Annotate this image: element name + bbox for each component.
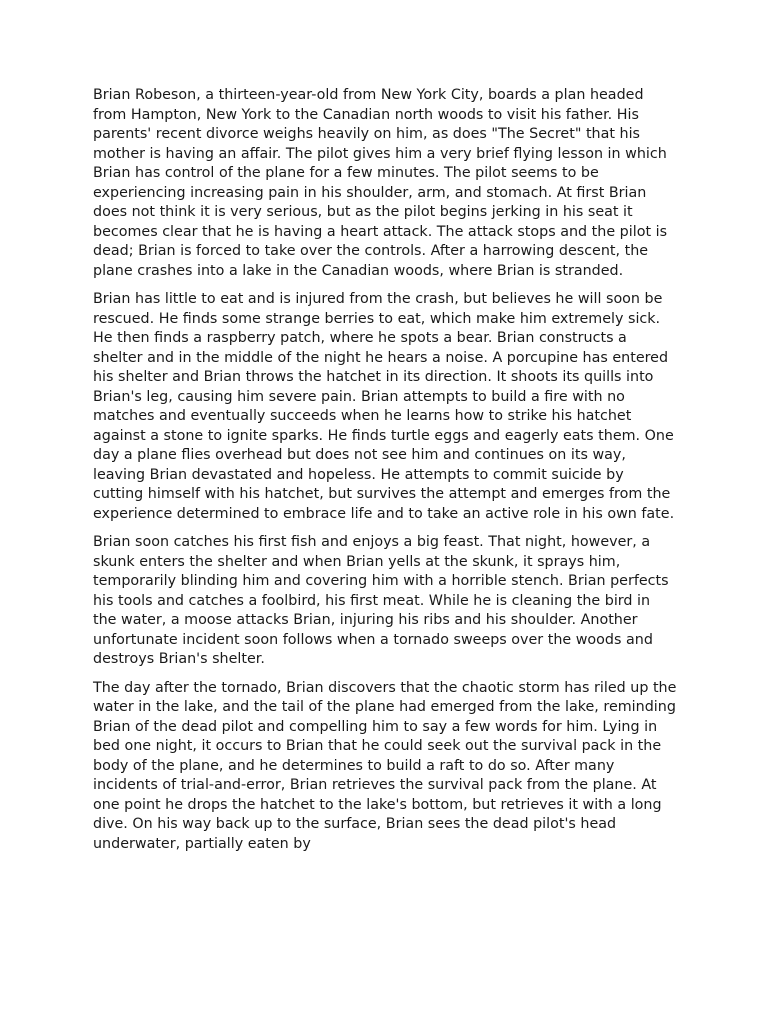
paragraph-4: The day after the tornado, Brian discovers that the chaotic storm has riled up the water in the lake, and the tail of the plane had emerged from the lake, reminding Brian of the dead pilot and compelling him to say a few words for him. Lying in bed one night, it occurs to Brian that he could seek out the survival pack in the body of the plane, and he determines to build a raft to do so. After many incidents of trial-and-error, Brian retrieves the survival pack from the plane. At one point he drops the hatchet to the lake's bottom, but retrieves it with a long dive. On his way back up to the surface, Brian sees the dead pilot's head underwater, partially eaten by [93,679,677,852]
paragraph-3: Brian soon catches his first fish and enjoys a big feast. That night, however, a skunk enters the shelter and when Brian yells at the skunk, it sprays him, temporarily blinding him and covering him with a horrible stench. Brian perfects his tools and catches a foolbird, his first meat. While he is cleaning the bird in the water, a moose attacks Brian, injuring his ribs and his shoulder. Another unfortunate incident soon follows when a tornado sweeps over the woods and destroys Brian's shelter. [93,534,669,667]
paragraph-2: Brian has little to eat and is injured from the crash, but believes he will soon be rescued. He finds some strange berries to eat, which make him extremely sick. He then finds a raspberry patch, where he spots a bear. Brian constructs a shelter and in the middle of the night he hears a noise. A porcupine has entered his shelter and Brian throws the hatchet in its direction. It shoots its quills into Brian's leg, causing him severe pain. Brian attempts to build a fire with no matches and eventually succeeds when he learns how to strike his hatchet against a stone to ignite sparks. He finds turtle eggs and eagerly eats them. One day a plane flies overhead but does not see him and continues on its way, leaving Brian devastated and hopeless. He attempts to commit suicide by cutting himself with his hatchet, but survives the attempt and emerges from the experience determined to embrace life and to take an active role in his own fate. [93,291,675,522]
paragraph-1: Brian Robeson, a thirteen-year-old from New York City, boards a plan headed from Hampton, New York to the Canadian north woods to visit his father. His parents' recent divorce weighs heavily on him, as does "The Secret" that his mother is having an affair. The pilot gives him a very brief flying lesson in which Brian has control of the plane for a few minutes. The pilot seems to be experiencing increasing pain in his shoulder, arm, and stomach. At first Brian does not think it is very serious, but as the pilot begins jerking in his seat it becomes clear that he is having a heart attack. The attack stops and the pilot is dead; Brian is forced to take over the controls. After a harrowing descent, the plane crashes into a lake in the Canadian woods, where Brian is stranded. [93,87,668,279]
document-body [93,86,677,863]
